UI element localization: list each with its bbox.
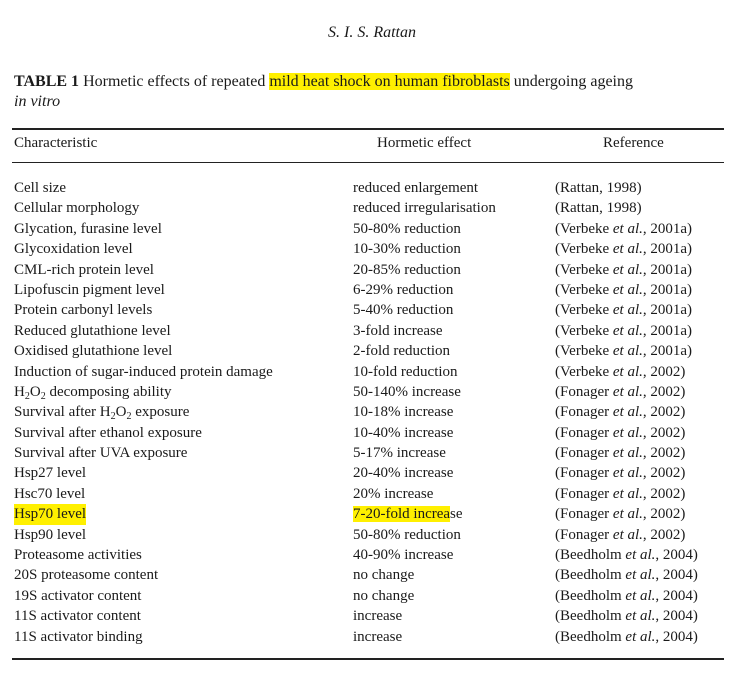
table-row [0, 586, 744, 606]
cell-reference: (Fonager et al., 2002) [555, 506, 686, 523]
cell-characteristic: 20S proteasome content [14, 567, 159, 584]
table-row [0, 504, 744, 524]
cell-characteristic: 19S activator content [14, 587, 142, 604]
cell-reference: (Verbeke et al., 2001a) [555, 281, 693, 298]
caption-line2: in vitro [14, 93, 61, 110]
cell-effect: 50-80% reduction [353, 526, 461, 543]
cell-reference: (Verbeke et al., 2001a) [555, 241, 693, 258]
cell-reference: (Fonager et al., 2002) [555, 424, 686, 441]
table-row [0, 606, 744, 626]
cell-characteristic: Hsp27 level [14, 465, 87, 482]
cell-effect: 20-40% increase [353, 465, 454, 482]
table-row [0, 402, 744, 422]
table-row [0, 178, 744, 198]
cell-effect: 10-fold reduction [353, 363, 458, 380]
cell-characteristic: 11S activator content [14, 608, 141, 625]
caption-highlight: mild heat shock on human fibroblasts [269, 73, 510, 90]
table-row [0, 382, 744, 402]
cell-effect: 3-fold increase [353, 322, 443, 339]
table-row [0, 300, 744, 320]
table-row [0, 341, 744, 361]
cell-effect: 50-140% increase [353, 383, 461, 400]
top-rule [12, 128, 724, 130]
cell-characteristic: Survival after UVA exposure [14, 445, 188, 462]
bottom-rule [12, 658, 724, 660]
cell-characteristic: Glycoxidation level [14, 241, 133, 258]
caption-text-start: Hormetic effects of repeated [83, 73, 270, 90]
cell-characteristic: Protein carbonyl levels [14, 302, 153, 319]
table-row [0, 463, 744, 483]
table-row [0, 627, 744, 647]
cell-reference: (Beedholm et al., 2004) [555, 587, 698, 604]
cell-effect: 10-18% increase [353, 404, 454, 421]
table-body [0, 178, 744, 647]
cell-reference: (Verbeke et al., 2001a) [555, 220, 693, 237]
cell-reference: (Rattan, 1998) [555, 200, 642, 217]
cell-reference: (Fonager et al., 2002) [555, 404, 686, 421]
cell-effect: 20% increase [353, 485, 434, 502]
cell-characteristic: Survival after $H_2O_2$ exposure [14, 404, 190, 423]
caption-text [83, 73, 633, 90]
cell-effect: reduced enlargement [353, 180, 479, 196]
cell-characteristic: Glycation, furasine level [14, 220, 162, 237]
cell-reference: (Fonager et al., 2002) [555, 465, 686, 482]
cell-effect: no change [353, 567, 415, 584]
table-row [0, 198, 744, 218]
cell-characteristic: 11S activator binding [14, 628, 143, 645]
col-header-effect: Hormetic effect [377, 135, 472, 151]
cell-characteristic: CML-rich protein level [14, 261, 154, 278]
cell-effect: increase [353, 608, 403, 625]
table-row [0, 219, 744, 239]
cell-effect: 7-20-fold increase [353, 506, 463, 523]
cell-characteristic: Oxidised glutathione level [14, 343, 173, 360]
running-head: S. I. S. Rattan [328, 24, 416, 41]
table-row [0, 525, 744, 545]
cell-characteristic: Proteasome activities [14, 547, 142, 564]
cell-reference: (Beedholm et al., 2004) [555, 628, 698, 645]
cell-reference: (Verbeke et al., 2001a) [555, 302, 693, 319]
caption-text-end: undergoing ageing [509, 73, 633, 90]
cell-effect: 5-40% reduction [353, 302, 454, 319]
cell-reference: (Fonager et al., 2002) [555, 526, 686, 543]
cell-characteristic: Hsp90 level [14, 526, 87, 543]
cell-effect: 20-85% reduction [353, 261, 461, 278]
col-header-characteristic: Characteristic [14, 135, 98, 151]
cell-effect: 10-30% reduction [353, 241, 461, 258]
cell-effect: 40-90% increase [353, 547, 454, 564]
cell-effect: 10-40% increase [353, 424, 454, 441]
cell-effect: reduced irregularisation [353, 200, 496, 217]
table-label: TABLE 1 [14, 73, 80, 90]
cell-characteristic: Survival after ethanol exposure [14, 424, 202, 441]
table-row [0, 362, 744, 382]
cell-reference: (Verbeke et al., 2001a) [555, 343, 693, 360]
table-row [0, 443, 744, 463]
cell-reference: (Verbeke et al., 2001a) [555, 322, 693, 339]
cell-effect: 5-17% increase [353, 445, 446, 462]
table-row [0, 423, 744, 443]
cell-reference: (Verbeke et al., 2001a) [555, 261, 693, 278]
table-row [0, 280, 744, 300]
cell-reference: (Beedholm et al., 2004) [555, 547, 698, 564]
cell-characteristic: Induction of sugar-induced protein damage [14, 363, 273, 380]
cell-effect: increase [353, 628, 403, 645]
table-caption [14, 72, 726, 112]
cell-reference: (Rattan, 1998) [555, 180, 642, 196]
cell-effect: no change [353, 587, 415, 604]
table-row [0, 321, 744, 341]
cell-reference: (Fonager et al., 2002) [555, 485, 686, 502]
cell-reference: (Fonager et al., 2002) [555, 445, 686, 462]
cell-reference: (Beedholm et al., 2004) [555, 567, 698, 584]
col-header-reference: Reference [603, 135, 664, 151]
cell-reference: (Beedholm et al., 2004) [555, 608, 698, 625]
header-rule [12, 162, 724, 163]
table-row [0, 260, 744, 280]
table-row [0, 545, 744, 565]
cell-characteristic: Reduced glutathione level [14, 322, 171, 339]
cell-characteristic: $H_2O_2$ decomposing ability [14, 383, 172, 402]
cell-characteristic: Cellular morphology [14, 200, 140, 217]
cell-effect: 50-80% reduction [353, 220, 461, 237]
cell-characteristic: Cell size [14, 180, 67, 196]
cell-effect: 2-fold reduction [353, 343, 451, 360]
cell-characteristic: Hsp70 level [14, 504, 86, 524]
table-row [0, 239, 744, 259]
table-row [0, 484, 744, 504]
cell-reference: (Fonager et al., 2002) [555, 383, 686, 400]
cell-effect: 6-29% reduction [353, 281, 454, 298]
cell-characteristic: Lipofuscin pigment level [14, 281, 165, 298]
cell-characteristic: Hsc70 level [14, 485, 86, 502]
cell-reference: (Verbeke et al., 2002) [555, 363, 686, 380]
table-row [0, 565, 744, 585]
